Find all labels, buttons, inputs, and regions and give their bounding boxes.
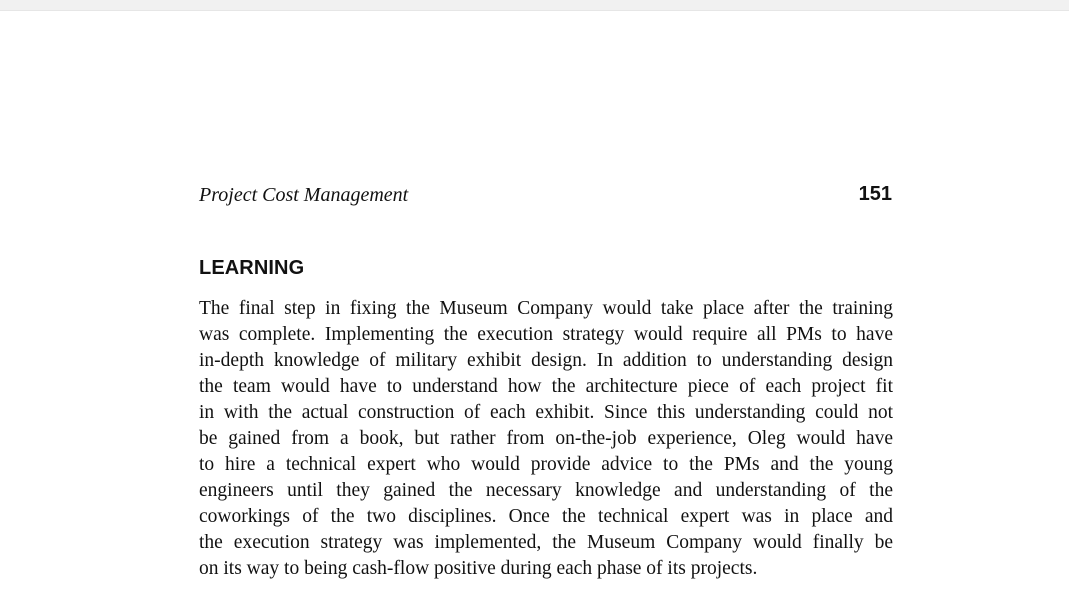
paragraph-line: in-depth knowledge of military exhibit design. In addition to understanding design [199,350,893,371]
running-header [199,183,892,209]
paragraph-line: the execution strategy was implemented, the Museum Company would finally be [199,532,893,553]
paragraph-line: coworkings of the two disciplines. Once the technical expert was in place and [199,506,893,527]
page-number: 151 [858,183,892,205]
paragraph-line: in with the actual construction of each exhibit. Since this understanding could not [199,402,893,423]
paragraph-line: The final step in fixing the Museum Company would take place after the training [199,298,893,319]
document-page [0,11,1069,597]
section-heading: LEARNING [199,257,305,279]
viewer-top-bar [0,0,1069,11]
paragraph-line: was complete. Implementing the execution strategy would require all PMs to have [199,324,893,345]
paragraph-line: on its way to being cash-flow positive during each phase of its projects. [199,558,758,579]
paragraph-line: to hire a technical expert who would provide advice to the PMs and the young [199,454,893,475]
paragraph-line: engineers until they gained the necessary knowledge and understanding of the [199,480,893,501]
body-paragraph [199,296,893,582]
paragraph-line: the team would have to understand how the architecture piece of each project fit [199,376,893,397]
running-title: Project Cost Management [199,184,409,206]
paragraph-line: be gained from a book, but rather from on-the-job experience, Oleg would have [199,428,893,449]
